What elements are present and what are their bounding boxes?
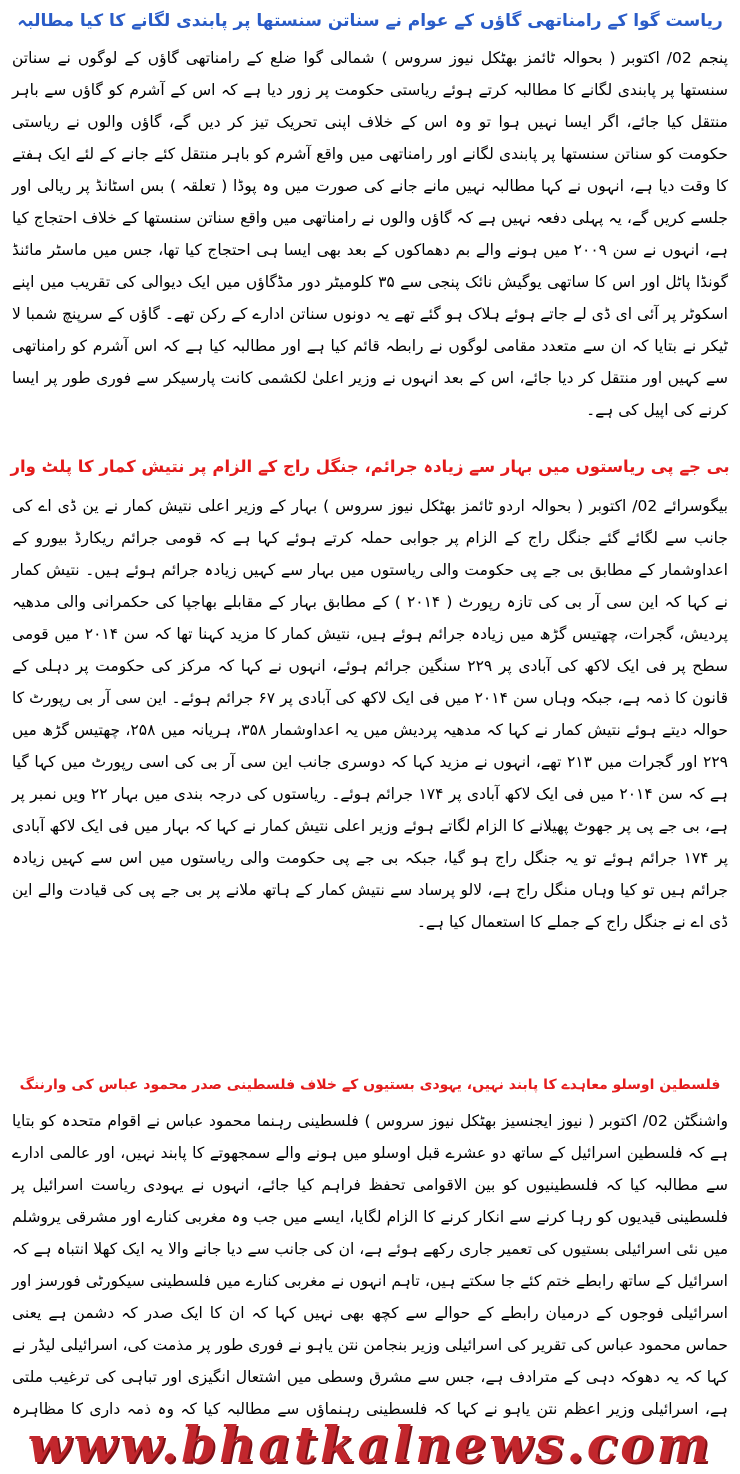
site-logo-text: www.bhatkalnews.com	[27, 1415, 713, 1474]
article-goa-sanatan	[8, 2, 732, 444]
body-nitish-kumar: بیگوسرائے 02/ اکتوبر ( بحوالہ اردو ٹائمز بھٹکل نیوز سروس ) بہار کے وزیر اعلی نتیش کمار نے ین ڈی اے کی جانب سے لگائے گئے جنگل راج کے الزام پر جوابی حملہ کرتے ہوئے کہا ہے کہ قومی جرائم ریکارڈ بیورو کے اعداوشمار کے مطابق بی جے پی حکومت والی ریاستوں میں بہار سے کہیں زیادہ جرائم ہوئے ہیں۔ نتیش کمار نے کہا کہ این سی آر بی کی تازہ رپورٹ ( ۲۰۱۴ ) کے مطابق بہار کے مقابلے بھاجپا کی حکمرانی والی مدھیہ پردیش، گجرات، چھتیس گڑھ میں زیادہ جرائم ہوئے ہیں، نتیش کمار کا مزید کہنا تھا کہ سن ۲۰۱۴ میں قومی سطح پر فی ایک لاکھ کی آبادی پر ۲۲۹ سنگین جرائم ہوئے، انہوں نے کہا کہ مرکز کی حکومت پر دہلی کے قانون کا ذمہ ہے، جبکہ وہاں سن ۲۰۱۴ میں فی ایک لاکھ کی آبادی پر ۶۷ جرائم ہوئے۔ این سی آر بی رپورٹ کا حوالہ دیتے ہوئے نتیش کمار نے کہا کہ مدھیہ پردیش میں یہ اعداوشمار ۳۵۸، ہریانہ میں ۲۵۸، چھتیس گڑھ میں ۲۲۹ اور گجرات میں ۲۱۳ تھے، انہوں نے مزید کہا کہ دوسری جانب این سی آر بی کی اسی رپورٹ میں کہا گیا ہے کہ سن ۲۰۱۴ میں فی ایک لاکھ آبادی پر ۱۷۴ جرائم ہوئے۔ ریاستوں کی درجہ بندی میں بہار ۲۲ ویں نمبر پر ہے، بی جے پی پر جھوٹ پھیلانے کا الزام لگاتے ہوئے وزیر اعلی نتیش کمار نے کہا کہ بہار میں فی ایک لاکھ آبادی پر ۱۷۴ جرائم ہوئے تو یہ جنگل راج ہو گیا، جبکہ بی جے پی حکومت والی ریاستوں میں اس سے کہیں زیادہ جرائم ہیں تو کیا وہاں منگل راج ہے، لالو پرساد سے نتیش کمار کے ہاتھ ملانے پر بی جے پی کی قیادت والے این ڈی اے نے جنگل راج کے جملے کا استعمال کیا ہے۔	[12, 497, 729, 931]
body-palestine-oslo: واشنگٹن 02/ اکتوبر ( نیوز ایجنسیز بھٹکل نیوز سروس ) فلسطینی رہنما محمود عباس نے اقوام متحدہ کو بتایا ہے کہ فلسطین اسرائیل کے ساتھ دو عشرے قبل اوسلو میں ہونے والے سمجھوتے کا پابند نہیں، اور عالمی ادارے سے مطالبہ کیا کہ فلسطینیوں کو بین الاقوامی تحفظ فراہم کیا جائے، انہوں نے یہودی ریاست اسرائیل پر فلسطینی قیدیوں کو رہا کرنے سے انکار کرنے کا الزام لگایا، ایسے میں جب وہ مغربی کنارے اور مشرقی یروشلم میں نئی اسرائیلی بستیوں کی تعمیر جاری رکھے ہوئے ہے، ان کی جانب سے دیا جانے والا یہ ایک کھلا انتباہ ہے کہ اسرائیل کے ساتھ رابطے ختم کئے جا سکتے ہیں، تاہم انہوں نے مغربی کنارے میں فلسطینی سیکورٹی فورسز اور اسرائیلی فوجوں کے درمیان رابطے کے حوالے سے کچھ بھی نہیں کہا کہ ان کا ایک صدر کہ دشمن ہے یعنی حماس محمود عباس کی تقریر کی اسرائیلی وزیر بنجامن نتن یاہو نے فوری طور پر مذمت کی، اسرائیلی لیڈر نے کہا کہ یہ دھوکہ دہی کے مترادف ہے، جس سے مشرق وسطی میں اشتعال انگیزی اور تباہی کی ترغیب ملتی ہے، اسرائیلی وزیر اعظم نتن یاہو نے کہا کہ فلسطینی رہنماؤں سے مطالبہ کیا کہ وہ ذمہ داری کا مظاہرہ	[12, 1112, 728, 1418]
article-nitish-kumar	[8, 444, 732, 1065]
headline-goa-sanatan: ریاست گوا کے رامناتھی گاؤں کے عوام نے سناتن سنستھا پر پابندی لگانے کا کیا مطالبہ	[17, 11, 723, 31]
body-goa-sanatan: پنجم 02/ اکتوبر ( بحوالہ ٹائمز بھٹکل نیوز سروس ) شمالی گوا ضلع کے رامناتھی گاؤں کے لوگوں نے سناتن سنستھا پر پابندی لگانے کا مطالبہ کرتے ہوئے ریاستی حکومت پر زور دیا ہے کہ اس کے آشرم کو گاؤں سے باہر منتقل کیا جائے، اگر ایسا نہیں ہوا تو وہ اس کے خلاف اپنی تحریک تیز کر دیں گے، گاؤں والوں نے ریاستی حکومت کو سناتن سنستھا پر پابندی لگانے اور رامناتھی میں واقع آشرم کو باہر منتقل کئے جانے کے لئے ایک ہفتے کا وقت دیا ہے، انہوں نے کہا مطالبہ نہیں مانے جانے کی صورت میں وہ پوڈا ( تعلقہ ) بس اسٹانڈ پر ریالی اور جلسے کریں گے، یہ پہلی دفعہ نہیں ہے کہ گاؤں والوں نے رامناتھی میں واقع سناتن سنستھا کے خلاف احتجاج کیا ہے، انہوں نے سن ۲۰۰۹ میں ہونے والے بم دھماکوں کے بعد بھی ایسا ہی احتجاج کیا تھا، جس میں ماسٹر مائنڈ گونڈا پاٹل اور اس کا ساتھی یوگیش نائک پنجی سے ۳۵ کلومیٹر دور مڈگاؤں میں ایک دیوالی کی تقریب میں اپنے اسکوٹر پر آئی ای ڈی لے جاتے ہوئے ہلاک ہو گئے تھے یہ دونوں سناتن ادارے کے رکن تھے۔ گاؤں کے سرپنچ شمبا لا ٹیکر نے بتایا کہ ان سے متعدد مقامی لوگوں نے رابطہ قائم کیا ہے اور مطالبہ کیا ہے کہ اس آشرم کو رامناتھی سے کہیں اور منتقل کر دیا جائے، اس کے بعد انہوں نے وزیر اعلیٰ لکشمی کانت پارسیکر سے فوری طور پر ایسا کرنے کی اپیل کی ہے۔	[12, 49, 728, 419]
news-page	[0, 2, 740, 1474]
site-logo	[0, 1415, 740, 1474]
headline-nitish-kumar: بی جے پی ریاستوں میں بہار سے زیادہ جرائم، جنگل راج کے الزام پر نتیش کمار کا پلٹ وار	[10, 457, 730, 476]
headline-palestine-oslo: فلسطین اوسلو معاہدے کا پابند نہیں، یہودی بستیوں کے خلاف فلسطینی صدر محمود عباس کی وارننگ	[19, 1077, 721, 1093]
article-palestine-oslo	[8, 1065, 732, 1428]
